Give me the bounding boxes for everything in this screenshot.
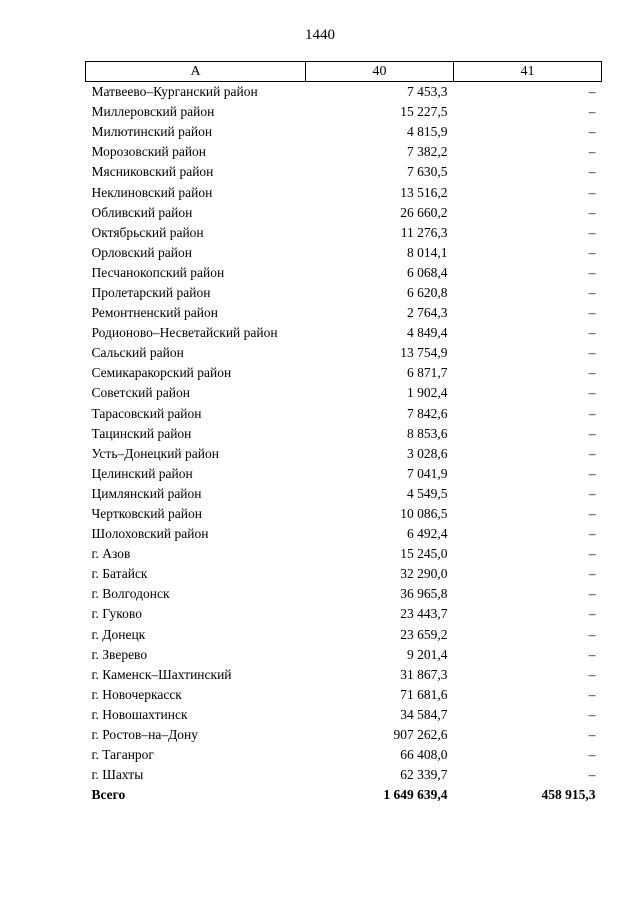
row-name-cell: Мясниковский район bbox=[91, 164, 214, 180]
row-value-41-cell: – bbox=[588, 405, 596, 421]
row-name-cell: г. Зверево bbox=[91, 646, 148, 662]
table-row bbox=[86, 444, 602, 464]
table-row bbox=[86, 544, 602, 564]
row-name-cell: Советский район bbox=[91, 385, 190, 401]
row-value-41-cell: – bbox=[588, 204, 596, 220]
table-row bbox=[86, 383, 602, 403]
row-value-40-cell: 4 549,5 bbox=[407, 485, 448, 501]
row-value-41-cell: – bbox=[588, 767, 596, 783]
table-row bbox=[86, 82, 602, 103]
row-value-40-cell: 4 849,4 bbox=[407, 325, 448, 341]
row-value-40-cell: 7 382,2 bbox=[407, 144, 448, 160]
row-value-40-cell: 1 649 639,4 bbox=[383, 787, 448, 803]
header-col-41: 41 bbox=[454, 62, 602, 82]
row-value-40-cell: 15 245,0 bbox=[400, 546, 448, 562]
row-name-cell: г. Новочеркасск bbox=[91, 686, 182, 702]
row-value-41-cell: – bbox=[588, 626, 596, 642]
row-name-cell: Матвеево–Курганский район bbox=[91, 84, 258, 100]
row-name-cell: Песчанокопский район bbox=[91, 264, 225, 280]
row-value-40-cell: 11 276,3 bbox=[400, 224, 448, 240]
table-row bbox=[86, 203, 602, 223]
row-value-40-cell: 4 815,9 bbox=[407, 124, 448, 140]
table-row bbox=[86, 363, 602, 383]
header-col-a: А bbox=[86, 62, 306, 82]
row-name-cell: г. Таганрог bbox=[91, 747, 154, 763]
row-value-41-cell: – bbox=[588, 485, 596, 501]
row-value-41-cell: – bbox=[588, 345, 596, 361]
row-value-41-cell: – bbox=[588, 385, 596, 401]
row-value-40-cell: 66 408,0 bbox=[400, 747, 448, 763]
row-value-41-cell: – bbox=[588, 144, 596, 160]
row-value-40-cell: 15 227,5 bbox=[400, 104, 448, 120]
row-value-40-cell: 26 660,2 bbox=[400, 204, 448, 220]
table-row bbox=[86, 705, 602, 725]
row-value-40-cell: 7 453,3 bbox=[407, 84, 448, 100]
row-value-40-cell: 23 659,2 bbox=[400, 626, 448, 642]
row-value-40-cell: 6 620,8 bbox=[407, 284, 448, 300]
row-name-cell: г. Азов bbox=[91, 546, 131, 562]
row-value-40-cell: 31 867,3 bbox=[400, 666, 448, 682]
table-row bbox=[86, 343, 602, 363]
table-row bbox=[86, 464, 602, 484]
table-row bbox=[86, 142, 602, 162]
row-name-cell: г. Волгодонск bbox=[91, 586, 170, 602]
row-value-40-cell: 13 754,9 bbox=[400, 345, 448, 361]
row-value-41-cell: – bbox=[588, 164, 596, 180]
row-value-41-cell: – bbox=[588, 445, 596, 461]
data-table bbox=[85, 61, 602, 805]
row-value-40-cell: 34 584,7 bbox=[400, 706, 448, 722]
row-value-41-cell: – bbox=[588, 244, 596, 260]
row-name-cell: Милютинский район bbox=[91, 124, 213, 140]
page-number: 1440 bbox=[305, 27, 335, 43]
row-value-40-cell: 9 201,4 bbox=[407, 646, 448, 662]
row-value-40-cell: 71 681,6 bbox=[400, 686, 448, 702]
row-value-41-cell: – bbox=[588, 124, 596, 140]
table-row bbox=[86, 765, 602, 785]
table-row bbox=[86, 303, 602, 323]
row-value-41-cell: – bbox=[588, 747, 596, 763]
row-value-40-cell: 23 443,7 bbox=[400, 606, 448, 622]
table-header bbox=[86, 62, 602, 82]
table-row bbox=[86, 504, 602, 524]
row-value-40-cell: 8 014,1 bbox=[407, 244, 448, 260]
row-name-cell: Миллеровский район bbox=[91, 104, 215, 120]
row-value-41-cell: – bbox=[588, 305, 596, 321]
row-value-40-cell: 2 764,3 bbox=[407, 305, 448, 321]
table-row bbox=[86, 223, 602, 243]
table-body bbox=[86, 82, 602, 806]
row-value-40-cell: 13 516,2 bbox=[400, 184, 448, 200]
table-row bbox=[86, 604, 602, 624]
row-value-40-cell: 3 028,6 bbox=[407, 445, 448, 461]
row-name-cell: Чертковский район bbox=[91, 506, 202, 522]
row-value-41-cell: – bbox=[588, 506, 596, 522]
row-value-40-cell: 907 262,6 bbox=[393, 727, 448, 743]
row-value-40-cell: 6 871,7 bbox=[407, 365, 448, 381]
row-name-cell: г. Ростов–на–Дону bbox=[91, 727, 199, 743]
table-row bbox=[86, 263, 602, 283]
table-row bbox=[86, 584, 602, 604]
header-col-40: 40 bbox=[306, 62, 454, 82]
row-value-41-cell: – bbox=[588, 727, 596, 743]
row-value-41-cell: – bbox=[588, 566, 596, 582]
row-name-cell: Целинский район bbox=[91, 465, 193, 481]
row-name-cell: Тацинский район bbox=[91, 425, 192, 441]
row-name-cell: г. Новошахтинск bbox=[91, 706, 188, 722]
row-name-cell: Пролетарский район bbox=[91, 284, 211, 300]
table-row bbox=[86, 484, 602, 504]
row-value-40-cell: 1 902,4 bbox=[407, 385, 448, 401]
row-value-41-cell: – bbox=[588, 104, 596, 120]
table-row bbox=[86, 404, 602, 424]
row-value-40-cell: 6 068,4 bbox=[407, 264, 448, 280]
row-name-cell: Октябрьский район bbox=[91, 224, 204, 240]
row-value-41-cell: – bbox=[588, 184, 596, 200]
row-name-cell: г. Каменск–Шахтинский bbox=[91, 666, 232, 682]
row-name-cell: г. Шахты bbox=[91, 767, 144, 783]
row-value-41-cell: – bbox=[588, 666, 596, 682]
row-value-41-cell: – bbox=[588, 365, 596, 381]
table-row bbox=[86, 745, 602, 765]
row-name-cell: г. Гуково bbox=[91, 606, 142, 622]
table-row bbox=[86, 182, 602, 202]
row-value-41-cell: – bbox=[588, 686, 596, 702]
row-name-cell: Неклиновский район bbox=[91, 184, 213, 200]
row-value-41-cell: – bbox=[588, 325, 596, 341]
total-row bbox=[86, 785, 602, 805]
row-value-41-cell: – bbox=[588, 264, 596, 280]
row-value-40-cell: 10 086,5 bbox=[400, 506, 448, 522]
row-value-40-cell: 7 630,5 bbox=[407, 164, 448, 180]
row-value-41-cell: – bbox=[588, 425, 596, 441]
table-row bbox=[86, 283, 602, 303]
row-name-cell: Родионово–Несветайский район bbox=[91, 325, 278, 341]
table-row bbox=[86, 424, 602, 444]
row-name-cell: Обливский район bbox=[91, 204, 193, 220]
row-value-41-cell: – bbox=[588, 284, 596, 300]
row-name-cell: г. Донецк bbox=[91, 626, 146, 642]
table-row bbox=[86, 102, 602, 122]
row-name-cell: Сальский район bbox=[91, 345, 184, 361]
row-name-cell: Тарасовский район bbox=[91, 405, 202, 421]
row-value-40-cell: 7 041,9 bbox=[407, 465, 448, 481]
row-value-41-cell: – bbox=[588, 546, 596, 562]
row-value-41-cell: – bbox=[588, 84, 596, 100]
row-value-41-cell: – bbox=[588, 646, 596, 662]
row-value-40-cell: 6 492,4 bbox=[407, 526, 448, 542]
row-value-41-cell: – bbox=[588, 526, 596, 542]
row-name-cell: Шолоховский район bbox=[91, 526, 209, 542]
row-value-41-cell: 458 915,3 bbox=[541, 787, 596, 803]
row-value-41-cell: – bbox=[588, 224, 596, 240]
row-name-cell: Всего bbox=[91, 787, 126, 803]
row-value-40-cell: 7 842,6 bbox=[407, 405, 448, 421]
table-row bbox=[86, 725, 602, 745]
row-name-cell: Орловский район bbox=[91, 244, 192, 260]
row-name-cell: Цимлянский район bbox=[91, 485, 202, 501]
row-value-40-cell: 36 965,8 bbox=[400, 586, 448, 602]
table-row bbox=[86, 665, 602, 685]
table-row bbox=[86, 625, 602, 645]
row-name-cell: Семикаракорский район bbox=[91, 365, 232, 381]
table-row bbox=[86, 162, 602, 182]
table-row bbox=[86, 564, 602, 584]
row-name-cell: г. Батайск bbox=[91, 566, 148, 582]
row-value-41-cell: – bbox=[588, 706, 596, 722]
table-row bbox=[86, 323, 602, 343]
table-row bbox=[86, 122, 602, 142]
table-row bbox=[86, 645, 602, 665]
header-row bbox=[86, 62, 602, 82]
row-value-40-cell: 62 339,7 bbox=[400, 767, 448, 783]
row-name-cell: Морозовский район bbox=[91, 144, 207, 160]
table-row bbox=[86, 685, 602, 705]
table-row bbox=[86, 524, 602, 544]
row-value-41-cell: – bbox=[588, 465, 596, 481]
table-row bbox=[86, 243, 602, 263]
row-value-41-cell: – bbox=[588, 586, 596, 602]
row-value-40-cell: 8 853,6 bbox=[407, 425, 448, 441]
row-name-cell: Усть–Донецкий район bbox=[91, 445, 219, 461]
row-value-40-cell: 32 290,0 bbox=[400, 566, 448, 582]
row-name-cell: Ремонтненский район bbox=[91, 305, 218, 321]
row-value-41-cell: – bbox=[588, 606, 596, 622]
